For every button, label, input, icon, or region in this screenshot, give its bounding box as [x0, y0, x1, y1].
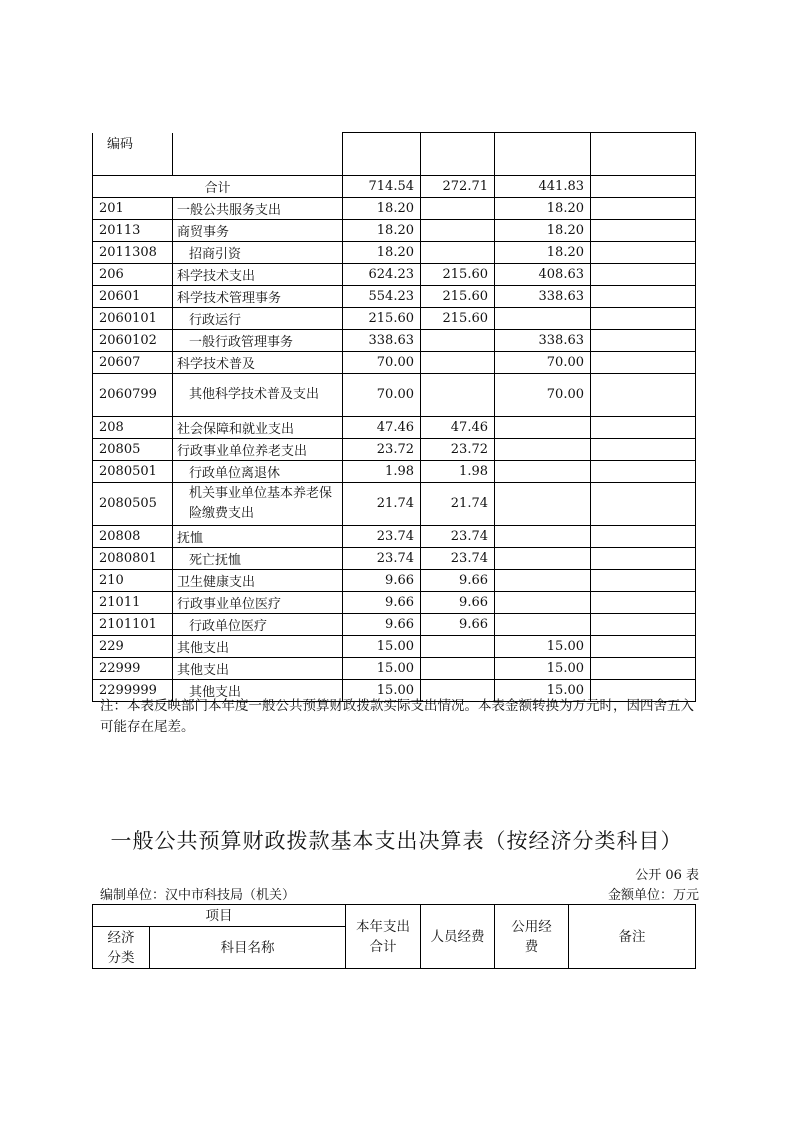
table-row — [93, 307, 696, 329]
row-public: 408.63 — [495, 263, 591, 285]
row-name: 科学技术管理事务 — [173, 285, 343, 307]
row-total: 338.63 — [343, 329, 421, 351]
row-personnel — [421, 197, 495, 219]
row-public — [495, 460, 591, 482]
row-code: 20805 — [93, 438, 173, 460]
row-name: 机关事业单位基本养老保险缴费支出 — [173, 482, 343, 525]
row-public: 338.63 — [495, 285, 591, 307]
row-remark — [591, 460, 696, 482]
table-row — [93, 525, 696, 547]
row-personnel — [421, 219, 495, 241]
row-remark — [591, 307, 696, 329]
row-name: 科学技术支出 — [173, 263, 343, 285]
row-public — [495, 307, 591, 329]
row-total: 18.20 — [343, 219, 421, 241]
row-code: 210 — [93, 569, 173, 591]
total-row — [93, 175, 696, 197]
table-row — [93, 482, 696, 525]
row-personnel: 215.60 — [421, 285, 495, 307]
row-total: 23.74 — [343, 547, 421, 569]
total-header: 本年支出合计 — [346, 905, 421, 969]
row-total: 9.66 — [343, 569, 421, 591]
row-total: 23.72 — [343, 438, 421, 460]
table-row — [93, 219, 696, 241]
remark-header: 备注 — [569, 905, 696, 969]
row-public: 18.20 — [495, 241, 591, 263]
row-name: 科学技术普及 — [173, 351, 343, 373]
row-public: 70.00 — [495, 351, 591, 373]
amount-unit: 金额单位：万元 — [607, 888, 699, 903]
row-name: 抚恤 — [173, 525, 343, 547]
total-public: 441.83 — [495, 175, 591, 197]
row-name: 社会保障和就业支出 — [173, 416, 343, 438]
table-row — [93, 591, 696, 613]
row-remark — [591, 329, 696, 351]
row-total: 9.66 — [343, 591, 421, 613]
row-personnel: 47.46 — [421, 416, 495, 438]
table-row — [93, 569, 696, 591]
table-row — [93, 438, 696, 460]
row-name: 其他科学技术普及支出 — [173, 373, 343, 416]
row-personnel: 1.98 — [421, 460, 495, 482]
row-code: 2011308 — [93, 241, 173, 263]
row-code: 21011 — [93, 591, 173, 613]
subject-name-header: 科目名称 — [150, 927, 346, 969]
row-total: 21.74 — [343, 482, 421, 525]
table-row — [93, 416, 696, 438]
table-row — [93, 263, 696, 285]
row-public: 15.00 — [495, 635, 591, 657]
row-name: 其他支出 — [173, 679, 343, 701]
row-public — [495, 591, 591, 613]
row-name: 其他支出 — [173, 657, 343, 679]
row-remark — [591, 219, 696, 241]
table-row — [93, 351, 696, 373]
table-row — [93, 460, 696, 482]
table-row — [93, 613, 696, 635]
table-row — [93, 547, 696, 569]
item-header: 项目 — [93, 905, 346, 927]
row-code: 20808 — [93, 525, 173, 547]
header-row — [93, 133, 696, 176]
total-sum: 714.54 — [343, 175, 421, 197]
table-note: 注：本表反映部门本年度一般公共预算财政拨款实际支出情况。本表金额转换为万元时，因四舍五入可能存在尾差。 — [100, 698, 694, 735]
row-personnel — [421, 635, 495, 657]
row-total: 215.60 — [343, 307, 421, 329]
row-total: 9.66 — [343, 613, 421, 635]
row-personnel: 215.60 — [421, 263, 495, 285]
row-total: 23.74 — [343, 525, 421, 547]
row-public — [495, 525, 591, 547]
row-personnel — [421, 241, 495, 263]
table-row — [93, 197, 696, 219]
row-code: 20113 — [93, 219, 173, 241]
row-public — [495, 438, 591, 460]
total-label: 合计 — [93, 175, 343, 197]
row-name: 一般行政管理事务 — [173, 329, 343, 351]
row-remark — [591, 525, 696, 547]
row-remark — [591, 373, 696, 416]
row-public — [495, 482, 591, 525]
row-personnel: 21.74 — [421, 482, 495, 525]
row-public — [495, 569, 591, 591]
table-row — [93, 635, 696, 657]
row-total: 18.20 — [343, 197, 421, 219]
table2-title: 一般公共预算财政拨款基本支出决算表（按经济分类科目） — [110, 829, 683, 853]
row-personnel: 9.66 — [421, 569, 495, 591]
row-total: 70.00 — [343, 351, 421, 373]
row-total: 1.98 — [343, 460, 421, 482]
econ-class-header: 经济分类 — [93, 927, 150, 969]
row-public — [495, 547, 591, 569]
row-code: 2080505 — [93, 482, 173, 525]
row-public — [495, 416, 591, 438]
code-header: 编码 — [93, 133, 173, 176]
row-remark — [591, 657, 696, 679]
row-code: 201 — [93, 197, 173, 219]
economic-classification-table — [92, 904, 696, 969]
row-remark — [591, 482, 696, 525]
row-personnel: 23.74 — [421, 547, 495, 569]
row-remark — [591, 197, 696, 219]
row-personnel — [421, 351, 495, 373]
public-header: 公用经费 — [495, 905, 569, 969]
row-name: 商贸事务 — [173, 219, 343, 241]
row-public: 18.20 — [495, 197, 591, 219]
table-row — [93, 657, 696, 679]
row-remark — [591, 241, 696, 263]
row-code: 229 — [93, 635, 173, 657]
row-personnel: 9.66 — [421, 613, 495, 635]
total-personnel: 272.71 — [421, 175, 495, 197]
row-remark — [591, 547, 696, 569]
row-personnel — [421, 657, 495, 679]
row-name: 死亡抚恤 — [173, 547, 343, 569]
row-remark — [591, 285, 696, 307]
row-remark — [591, 351, 696, 373]
row-remark — [591, 263, 696, 285]
row-remark — [591, 438, 696, 460]
row-remark — [591, 613, 696, 635]
row-total: 18.20 — [343, 241, 421, 263]
row-personnel: 23.74 — [421, 525, 495, 547]
row-public: 70.00 — [495, 373, 591, 416]
row-public: 15.00 — [495, 657, 591, 679]
expenditure-table — [92, 132, 696, 702]
row-public — [495, 613, 591, 635]
row-remark — [591, 416, 696, 438]
row-name: 其他支出 — [173, 635, 343, 657]
row-remark — [591, 635, 696, 657]
row-public: 18.20 — [495, 219, 591, 241]
table-row — [93, 241, 696, 263]
row-personnel: 9.66 — [421, 591, 495, 613]
row-name: 行政运行 — [173, 307, 343, 329]
table-row — [93, 373, 696, 416]
table-row — [93, 285, 696, 307]
row-name: 行政事业单位养老支出 — [173, 438, 343, 460]
row-name: 一般公共服务支出 — [173, 197, 343, 219]
row-name: 行政单位离退休 — [173, 460, 343, 482]
row-code: 208 — [93, 416, 173, 438]
row-code: 2060102 — [93, 329, 173, 351]
row-personnel: 23.72 — [421, 438, 495, 460]
row-total: 15.00 — [343, 657, 421, 679]
row-name: 行政单位医疗 — [173, 613, 343, 635]
row-remark — [591, 591, 696, 613]
row-code: 2299999 — [93, 679, 173, 701]
row-code: 2080801 — [93, 547, 173, 569]
row-personnel — [421, 373, 495, 416]
row-total: 15.00 — [343, 679, 421, 701]
row-total: 624.23 — [343, 263, 421, 285]
row-code: 206 — [93, 263, 173, 285]
row-total: 15.00 — [343, 635, 421, 657]
row-remark — [591, 569, 696, 591]
row-public: 15.00 — [495, 679, 591, 701]
row-name: 招商引资 — [173, 241, 343, 263]
row-personnel: 215.60 — [421, 307, 495, 329]
table-row — [93, 329, 696, 351]
personnel-header: 人员经费 — [421, 905, 495, 969]
table-code: 公开 06 表 — [635, 868, 699, 883]
row-name: 行政事业单位医疗 — [173, 591, 343, 613]
row-total: 70.00 — [343, 373, 421, 416]
row-code: 20601 — [93, 285, 173, 307]
row-public: 338.63 — [495, 329, 591, 351]
row-code: 2060101 — [93, 307, 173, 329]
row-total: 47.46 — [343, 416, 421, 438]
compiling-unit: 编制单位：汉中市科技局（机关） — [100, 888, 296, 903]
row-name: 卫生健康支出 — [173, 569, 343, 591]
row-code: 22999 — [93, 657, 173, 679]
row-personnel — [421, 329, 495, 351]
row-total: 554.23 — [343, 285, 421, 307]
row-code: 2101101 — [93, 613, 173, 635]
row-code: 2060799 — [93, 373, 173, 416]
row-code: 2080501 — [93, 460, 173, 482]
row-code: 20607 — [93, 351, 173, 373]
